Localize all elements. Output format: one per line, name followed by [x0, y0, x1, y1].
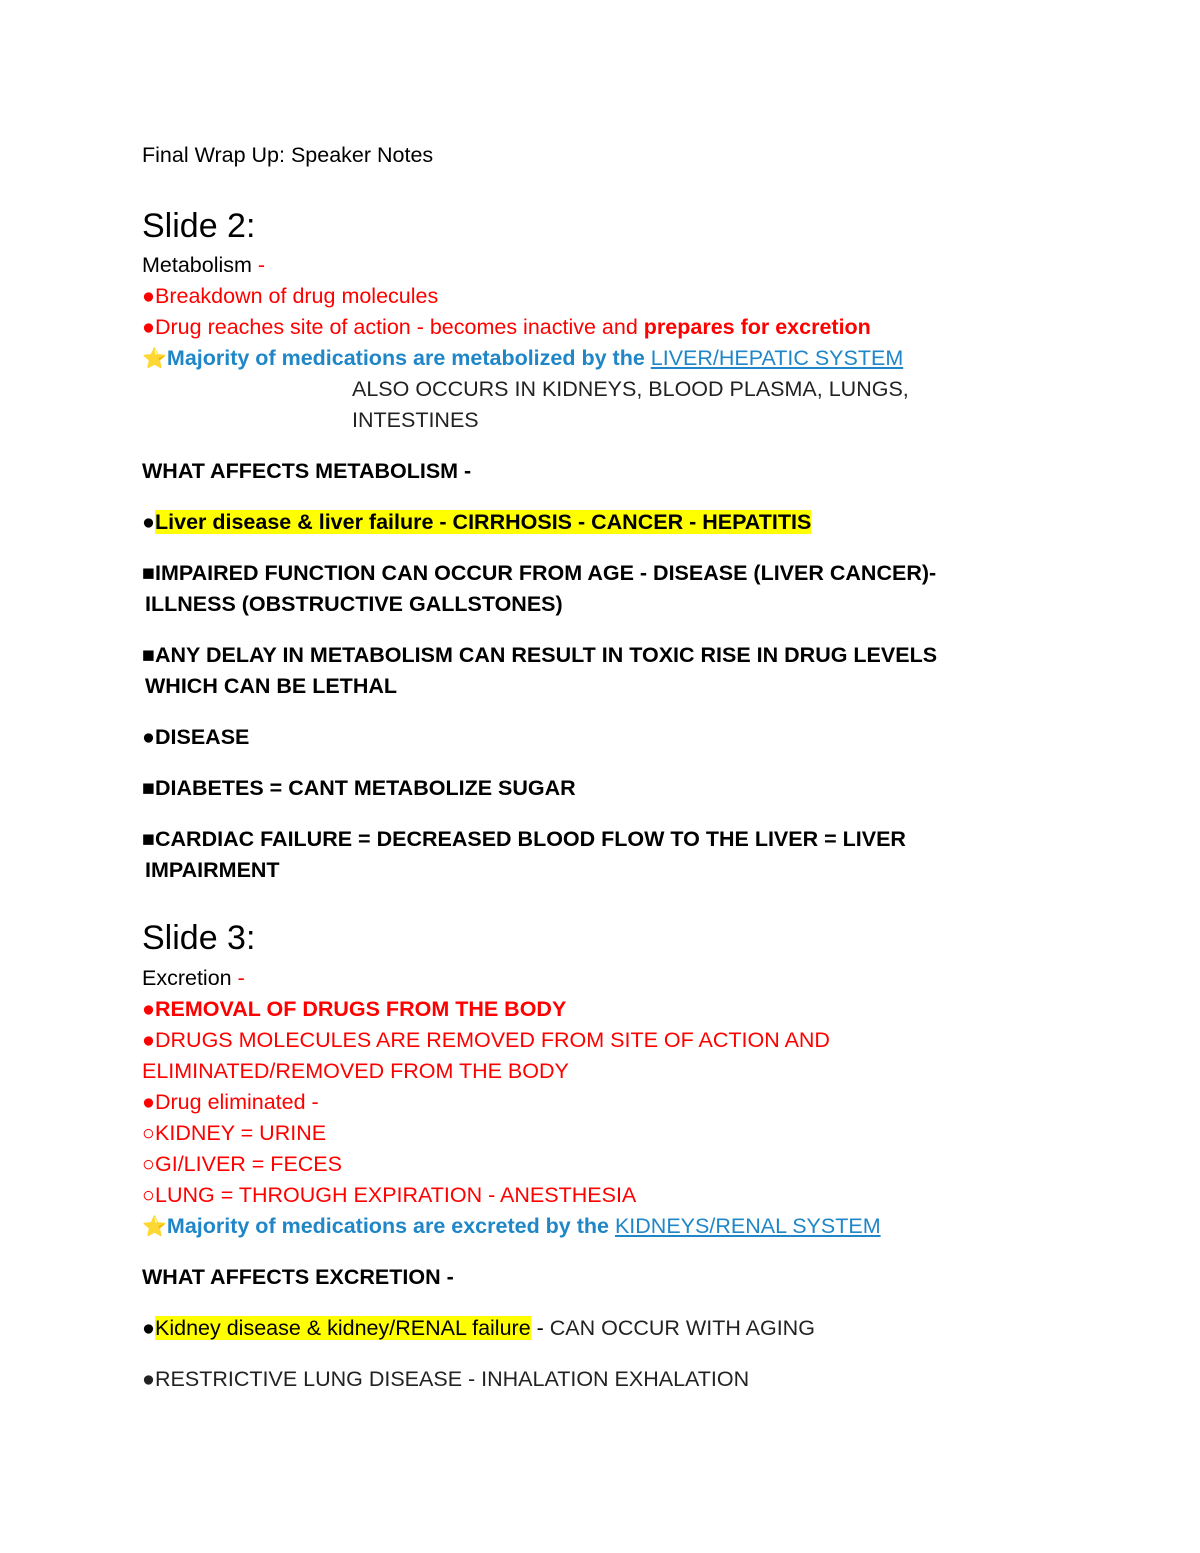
kidney-disease-text: Kidney disease & kidney/RENAL failure — [155, 1316, 531, 1340]
lung-text: LUNG = THROUGH EXPIRATION - ANESTHESIA — [155, 1183, 637, 1207]
drug-eliminated-text: Drug eliminated - — [155, 1090, 319, 1114]
gi-liver-text: GI/LIVER = FECES — [155, 1152, 342, 1176]
diabetes-text: DIABETES = CANT METABOLIZE SUGAR — [155, 776, 576, 800]
metabolism-label: Metabolism — [142, 253, 252, 277]
lung-item — [142, 1180, 636, 1211]
excretion-dash: - — [231, 966, 245, 990]
metabolism-majority-line — [142, 343, 903, 375]
bullet-icon: ● — [142, 1316, 155, 1340]
square-icon: ■ — [142, 561, 155, 585]
diabetes-item — [142, 773, 576, 804]
metabolism-topic — [142, 250, 265, 281]
excretion-topic — [142, 963, 245, 994]
restrictive-lung-item — [142, 1364, 749, 1395]
kidney-disease-item — [142, 1313, 815, 1344]
cardiac-line-2: IMPAIRMENT — [145, 858, 280, 882]
bullet-site-of-action — [142, 312, 871, 343]
star-icon: ⭐ — [142, 1216, 167, 1238]
liver-disease-item — [142, 507, 811, 538]
removal-text: REMOVAL OF DRUGS FROM THE BODY — [155, 997, 567, 1021]
aging-text: CAN OCCUR WITH AGING — [549, 1316, 815, 1340]
square-icon: ■ — [142, 643, 155, 667]
square-icon: ■ — [142, 827, 155, 851]
excretion-label: Excretion — [142, 966, 232, 990]
removal-item — [142, 994, 566, 1025]
bullet-icon: ● — [142, 1028, 155, 1052]
circle-icon: ○ — [142, 1121, 155, 1145]
bullet-icon: ● — [142, 315, 155, 339]
kidney-item — [142, 1118, 326, 1149]
liver-hepatic-link[interactable]: LIVER/HEPATIC SYSTEM — [650, 346, 904, 370]
circle-icon: ○ — [142, 1183, 155, 1207]
bullet-bold-text: prepares for excretion — [643, 315, 871, 339]
bullet-text: Drug reaches site of action - becomes inactive and — [155, 315, 644, 339]
cardiac-line-1 — [142, 824, 906, 855]
molecules-text: DRUGS MOLECULES ARE REMOVED FROM SITE OF ACTION AND — [155, 1028, 830, 1052]
majority-text: Majority of medications are metabolized by the — [166, 346, 651, 370]
metabolism-dash: - — [251, 253, 266, 277]
delay-text: ANY DELAY IN METABOLISM CAN RESULT IN TOXIC RISE IN DRUG LEVELS — [155, 643, 938, 667]
majority-text: Majority of medications are excreted by the — [166, 1214, 615, 1238]
disease-text: DISEASE — [155, 725, 250, 749]
square-icon: ■ — [142, 776, 155, 800]
bullet-icon: ● — [142, 510, 155, 534]
kidney-text: KIDNEY = URINE — [155, 1121, 327, 1145]
delay-line-1 — [142, 640, 937, 671]
star-icon: ⭐ — [142, 348, 167, 370]
drug-eliminated-item — [142, 1087, 319, 1118]
excretion-majority-line — [142, 1211, 881, 1243]
impaired-function-line-2: ILLNESS (OBSTRUCTIVE GALLSTONES) — [145, 592, 563, 616]
slide-2-heading: Slide 2: — [142, 207, 256, 245]
bullet-icon: ● — [142, 1367, 155, 1391]
bullet-breakdown — [142, 281, 438, 312]
bullet-icon: ● — [142, 1090, 155, 1114]
circle-icon: ○ — [142, 1152, 155, 1176]
document-title: Final Wrap Up: Speaker Notes — [142, 143, 434, 167]
molecules-line-1 — [142, 1025, 830, 1056]
also-occurs-line-2: INTESTINES — [352, 408, 479, 432]
molecules-line-2: ELIMINATED/REMOVED FROM THE BODY — [142, 1059, 569, 1083]
bullet-icon: ● — [142, 725, 155, 749]
what-affects-metabolism-heading: WHAT AFFECTS METABOLISM - — [142, 459, 472, 483]
bullet-icon: ● — [142, 284, 155, 308]
bullet-icon: ● — [142, 997, 155, 1021]
liver-disease-text: Liver disease & liver failure - CIRRHOSIS - CANCER - HEPATITIS — [155, 510, 812, 534]
disease-item — [142, 722, 249, 753]
kidneys-renal-link[interactable]: KIDNEYS/RENAL SYSTEM — [614, 1214, 881, 1238]
what-affects-excretion-heading: WHAT AFFECTS EXCRETION - — [142, 1265, 454, 1289]
cardiac-text: CARDIAC FAILURE = DECREASED BLOOD FLOW TO THE LIVER = LIVER — [155, 827, 906, 851]
slide-3-heading: Slide 3: — [142, 919, 256, 957]
kidney-disease-dash: - — [530, 1316, 550, 1340]
impaired-function-line-1 — [142, 558, 936, 589]
gi-liver-item — [142, 1149, 342, 1180]
impaired-text: IMPAIRED FUNCTION CAN OCCUR FROM AGE - DISEASE (LIVER CANCER)- — [155, 561, 937, 585]
also-occurs-line-1: ALSO OCCURS IN KIDNEYS, BLOOD PLASMA, LUNGS, — [352, 377, 909, 401]
delay-line-2: WHICH CAN BE LETHAL — [145, 674, 398, 698]
restrictive-text: RESTRICTIVE LUNG DISEASE - INHALATION EXHALATION — [155, 1367, 750, 1391]
bullet-text: Breakdown of drug molecules — [155, 284, 439, 308]
